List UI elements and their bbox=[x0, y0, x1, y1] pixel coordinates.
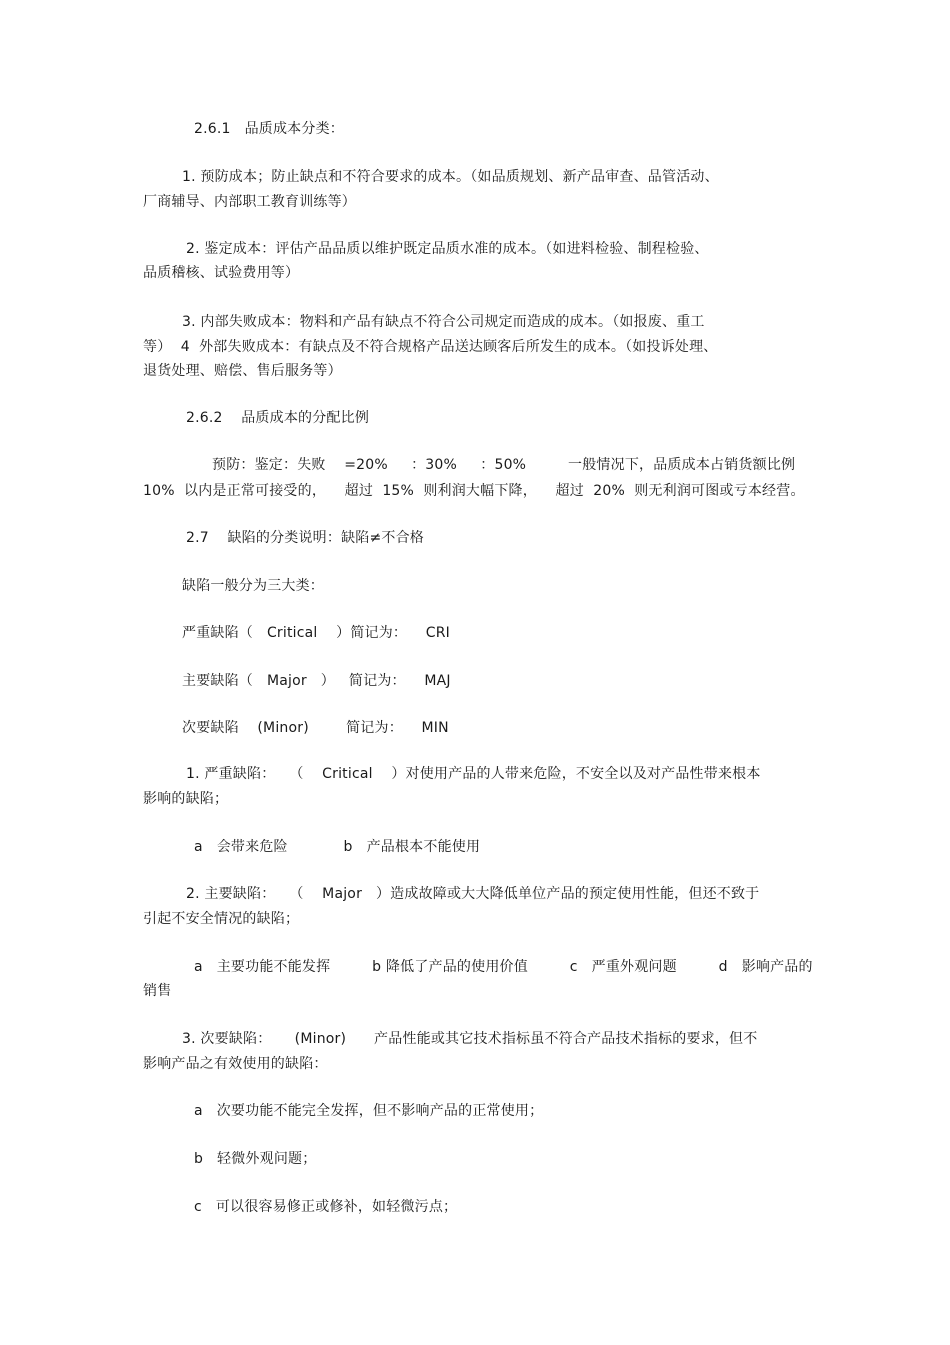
ratio-line-2: 10% 以内是正常可接受的， 超过 15% 则利润大幅下降， 超过 20% 则无利润可图或亏本经营。 bbox=[143, 483, 805, 499]
major-items-line-1: a 主要功能不能发挥 b 降低了产品的使用价值 c 严重外观问题 d 影响产品的 bbox=[194, 959, 813, 975]
section-heading-2-6-1: 2.6.1 品质成本分类： bbox=[194, 121, 344, 137]
critical-description-line-1: 1. 严重缺陷： （ Critical ）对使用产品的人带来危险，不安全以及对产品性带来根本 bbox=[186, 766, 761, 782]
internal-failure-line-3: 退货处理、赔偿、售后服务等） bbox=[143, 363, 342, 379]
minor-item-b: b 轻微外观问题； bbox=[194, 1151, 317, 1167]
minor-item-a: a 次要功能不能完全发挥，但不影响产品的正常使用； bbox=[194, 1103, 544, 1119]
appraisal-cost-line-1: 2. 鉴定成本：评估产品品质以维护既定品质水准的成本。（如进料检验、制程检验、 bbox=[186, 241, 709, 257]
major-definition: 主要缺陷（ Major ） 简记为： MAJ bbox=[182, 673, 451, 689]
critical-description-line-2: 影响的缺陷； bbox=[143, 791, 229, 807]
section-heading-2-7: 2.7 缺陷的分类说明：缺陷≠不合格 bbox=[186, 530, 424, 546]
major-description-line-1: 2. 主要缺陷： （ Major ）造成故障或大大降低单位产品的预定使用性能，但还不致于 bbox=[186, 886, 760, 902]
ratio-line-1: 预防：鉴定：失败 =20% ：30% ：50% 一般情况下，品质成本占销货额比例 bbox=[212, 457, 796, 473]
major-items-line-2: 销售 bbox=[143, 983, 172, 999]
minor-definition: 次要缺陷 (Minor) 简记为： MIN bbox=[182, 720, 449, 736]
defect-intro: 缺陷一般分为三大类： bbox=[182, 578, 324, 594]
prevention-cost-line-2: 厂商辅导、内部职工教育训练等） bbox=[143, 194, 356, 210]
minor-description-line-2: 影响产品之有效使用的缺陷： bbox=[143, 1056, 328, 1072]
section-heading-2-6-2: 2.6.2 品质成本的分配比例 bbox=[186, 410, 370, 426]
major-description-line-2: 引起不安全情况的缺陷； bbox=[143, 911, 300, 927]
prevention-cost-line-1: 1. 预防成本；防止缺点和不符合要求的成本。（如品质规划、新产品审查、品管活动、 bbox=[182, 169, 719, 185]
internal-failure-line-2: 等） 4 外部失败成本：有缺点及不符合规格产品送达顾客后所发生的成本。（如投诉处理、 bbox=[143, 339, 718, 355]
appraisal-cost-line-2: 品质稽核、试验费用等） bbox=[143, 265, 300, 281]
internal-failure-line-1: 3. 内部失败成本：物料和产品有缺点不符合公司规定而造成的成本。（如报废、重工 bbox=[182, 314, 705, 330]
critical-definition: 严重缺陷（ Critical ）简记为： CRI bbox=[182, 625, 450, 641]
minor-item-c: c 可以很容易修正或修补，如轻微污点； bbox=[194, 1199, 458, 1215]
minor-description-line-1: 3. 次要缺陷： (Minor) 产品性能或其它技术指标虽不符合产品技术指标的要求，但不 bbox=[182, 1031, 758, 1047]
critical-items: a 会带来危险 b 产品根本不能使用 bbox=[194, 839, 481, 855]
